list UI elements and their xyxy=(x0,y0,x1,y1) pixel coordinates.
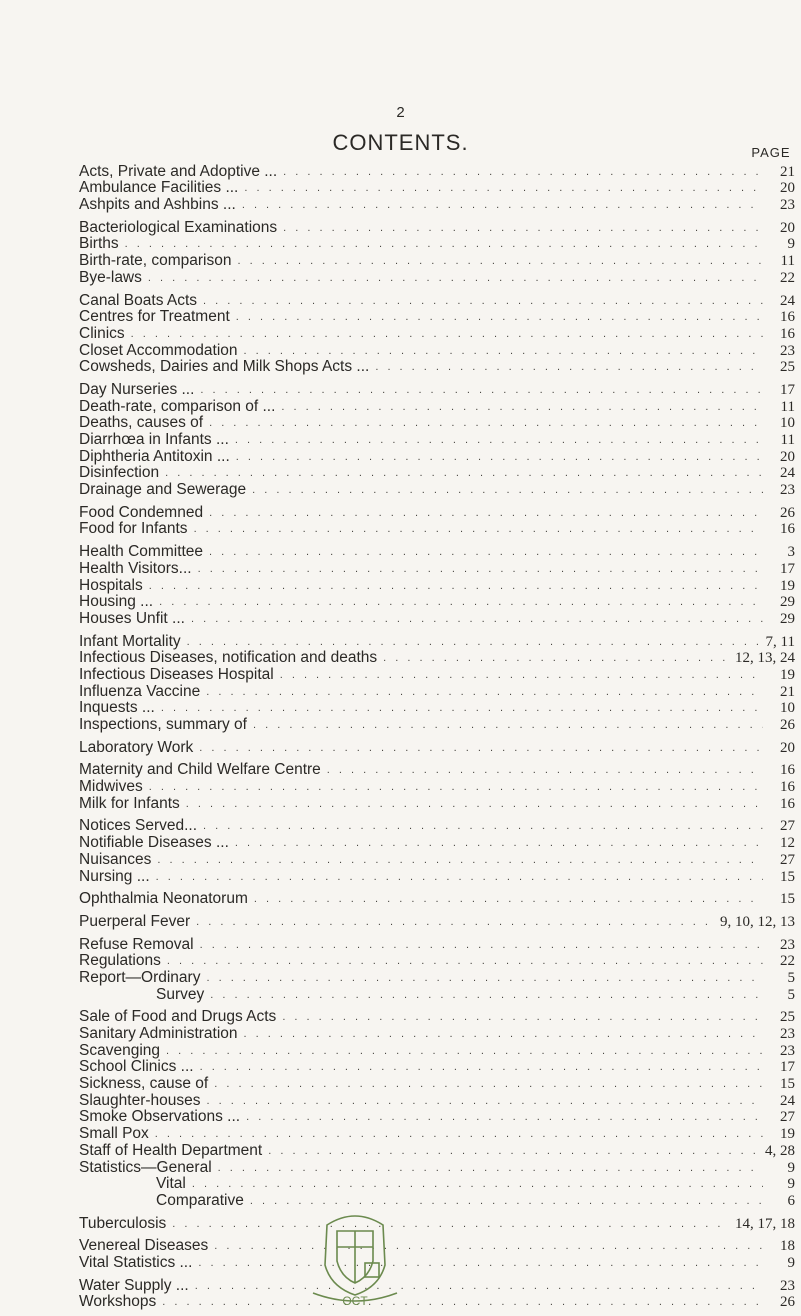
contents-entry xyxy=(79,415,795,432)
entry-pages: 12 xyxy=(780,835,795,852)
contents-group xyxy=(79,1009,795,1209)
contents-entry xyxy=(79,834,795,851)
entry-label: Health Visitors... xyxy=(79,559,192,577)
dot-leader xyxy=(253,717,763,733)
contents-entry xyxy=(79,739,795,756)
entry-label: Drainage and Sewerage xyxy=(79,481,247,499)
entry-label: Sickness, cause of xyxy=(79,1075,209,1093)
entry-pages: 17 xyxy=(780,381,795,398)
entry-pages: 23 xyxy=(780,482,795,499)
entry-label: Vital Statistics ... xyxy=(79,1253,193,1271)
contents-entry xyxy=(79,1042,795,1059)
contents-entry xyxy=(79,868,795,885)
entry-pages: 18 xyxy=(780,1238,795,1255)
entry-pages: 26 xyxy=(780,717,795,733)
contents-entry xyxy=(79,936,795,953)
entry-pages: 9 xyxy=(787,1254,795,1271)
contents-entry xyxy=(79,795,795,812)
entry-label: Slaughter-houses xyxy=(79,1091,201,1109)
contents-entry xyxy=(79,913,795,930)
contents-group xyxy=(79,1215,795,1232)
dot-leader xyxy=(209,415,763,431)
contents-entry xyxy=(79,381,795,398)
dot-leader xyxy=(218,1160,763,1176)
entry-label: Midwives xyxy=(79,778,143,796)
contents-entry xyxy=(79,236,795,253)
dot-leader xyxy=(244,180,763,196)
entry-label: Ashpits and Ashbins ... xyxy=(79,196,236,214)
contents-entry xyxy=(79,1009,795,1026)
page-column-header: PAGE xyxy=(751,145,791,160)
dot-leader xyxy=(244,1026,763,1042)
entry-pages: 5 xyxy=(787,969,795,986)
entry-pages: 23 xyxy=(780,1042,795,1059)
contents-entry xyxy=(79,448,795,465)
dot-leader xyxy=(242,197,763,213)
contents-entry xyxy=(79,1125,795,1142)
entry-label: Centres for Treatment xyxy=(79,308,230,326)
contents-entry xyxy=(79,1142,795,1159)
entry-pages: 23 xyxy=(780,1026,795,1042)
entry-label: Venereal Diseases xyxy=(79,1237,209,1255)
entry-pages: 10 xyxy=(780,700,795,717)
entry-pages: 16 xyxy=(780,762,795,779)
entry-label: Puerperal Fever xyxy=(79,912,191,930)
dot-leader xyxy=(236,309,763,325)
entry-pages: 19 xyxy=(780,1126,795,1143)
entry-label: Houses Unfit ... xyxy=(79,609,185,627)
contents-group xyxy=(79,219,795,286)
dot-leader xyxy=(200,1059,763,1075)
entry-label: Infectious Diseases, notification and deaths xyxy=(79,649,378,667)
entry-label: Diarrhœa in Infants ... xyxy=(79,431,229,448)
dot-leader xyxy=(191,611,763,627)
dot-leader xyxy=(149,578,763,594)
entry-pages: 11 xyxy=(780,253,795,270)
contents-group xyxy=(79,891,795,908)
dot-leader xyxy=(192,1176,763,1192)
dot-leader xyxy=(283,164,763,180)
contents-entry xyxy=(79,683,795,700)
entry-pages: 23 xyxy=(780,1277,795,1294)
contents-entry xyxy=(79,521,795,538)
contents-group xyxy=(79,381,795,498)
contents-entry xyxy=(79,504,795,521)
dot-leader xyxy=(203,293,763,309)
entry-pages: 9 xyxy=(787,236,795,253)
entry-pages: 24 xyxy=(780,465,795,482)
entry-pages: 16 xyxy=(780,795,795,812)
entry-label: Vital xyxy=(156,1175,186,1193)
entry-label: Ophthalmia Neonatorum xyxy=(79,890,248,908)
dot-leader xyxy=(148,270,763,286)
dot-leader xyxy=(125,236,763,252)
entry-label: Births xyxy=(79,235,119,253)
entry-pages: 20 xyxy=(780,219,795,236)
entry-pages: 15 xyxy=(780,1076,795,1093)
dot-leader xyxy=(209,505,763,521)
contents-entry xyxy=(79,778,795,795)
dot-leader xyxy=(244,343,763,359)
entry-label: Scavenging xyxy=(79,1041,161,1059)
entry-pages: 12, 13, 24 xyxy=(735,650,795,667)
entry-label: School Clinics ... xyxy=(79,1058,194,1076)
contents-entry xyxy=(79,594,795,611)
contents-entry xyxy=(79,219,795,236)
entry-pages: 16 xyxy=(780,521,795,538)
entry-pages: 23 xyxy=(780,936,795,953)
contents-entry xyxy=(79,1092,795,1109)
entry-label: Bacteriological Examinations xyxy=(79,218,278,236)
entry-pages: 29 xyxy=(780,610,795,627)
entry-pages: 21 xyxy=(780,163,795,180)
dot-leader xyxy=(186,796,763,812)
entry-pages: 19 xyxy=(780,666,795,683)
entry-label: Death-rate, comparison of ... xyxy=(79,397,276,415)
entry-label: Notices Served... xyxy=(79,817,198,835)
entry-pages: 29 xyxy=(780,594,795,611)
dot-leader xyxy=(167,953,763,969)
contents-entry xyxy=(79,610,795,627)
contents-group xyxy=(79,913,795,930)
contents-entry xyxy=(79,180,795,197)
entry-pages: 16 xyxy=(780,309,795,326)
entry-pages: 20 xyxy=(780,739,795,756)
dot-leader xyxy=(206,684,763,700)
entry-label: Day Nurseries ... xyxy=(79,380,195,398)
contents-group xyxy=(79,292,795,375)
dot-leader xyxy=(196,914,714,930)
entry-label: Water Supply ... xyxy=(79,1276,189,1294)
contents-entry xyxy=(79,1192,795,1209)
entry-pages: 20 xyxy=(780,448,795,465)
contents-entry xyxy=(79,969,795,986)
entry-pages: 15 xyxy=(780,868,795,885)
contents-entry xyxy=(79,431,795,448)
contents-entry xyxy=(79,666,795,683)
entry-pages: 24 xyxy=(780,1092,795,1109)
contents-entry xyxy=(79,650,795,667)
contents-entry xyxy=(79,762,795,779)
dot-leader xyxy=(282,1009,763,1025)
entry-pages: 16 xyxy=(780,325,795,342)
dot-leader xyxy=(157,852,763,868)
dot-leader xyxy=(214,1238,763,1254)
entry-pages: 9 xyxy=(787,1159,795,1176)
entry-label: Acts, Private and Adoptive ... xyxy=(79,162,278,180)
page-number: 2 xyxy=(396,104,405,121)
entry-label: Bye-laws xyxy=(79,268,142,286)
dot-leader xyxy=(200,382,763,398)
entry-label: Cowsheds, Dairies and Milk Shops Acts ... xyxy=(79,358,370,376)
entry-pages: 23 xyxy=(780,197,795,214)
dot-leader xyxy=(236,449,763,465)
contents-group xyxy=(79,504,795,537)
contents-group xyxy=(79,543,795,626)
entry-pages: 7, 11 xyxy=(765,633,795,650)
entry-pages: 11 xyxy=(780,398,795,415)
contents-entry xyxy=(79,196,795,213)
entry-pages: 19 xyxy=(780,577,795,594)
entry-label: Food Condemned xyxy=(79,503,204,521)
entry-label: Small Pox xyxy=(79,1125,149,1143)
dot-leader xyxy=(194,521,763,537)
contents-entry xyxy=(79,1075,795,1092)
dot-leader xyxy=(235,432,763,448)
entry-pages: 22 xyxy=(780,953,795,970)
entry-pages: 21 xyxy=(780,683,795,700)
library-stamp xyxy=(305,1205,405,1309)
contents-group xyxy=(79,762,795,812)
entry-label: Inspections, summary of xyxy=(79,716,247,733)
page-title: CONTENTS. xyxy=(332,130,469,155)
dot-leader xyxy=(195,1278,763,1294)
contents-entry xyxy=(79,481,795,498)
entry-label: Survey xyxy=(156,985,205,1003)
entry-pages: 10 xyxy=(780,415,795,432)
entry-label: Deaths, causes of xyxy=(79,414,204,432)
contents-entry xyxy=(79,325,795,342)
dot-leader xyxy=(283,220,763,236)
entry-label: Infectious Diseases Hospital xyxy=(79,665,274,683)
entry-label: Clinics xyxy=(79,324,125,342)
entry-label: Milk for Infants xyxy=(79,794,180,812)
entry-pages: 5 xyxy=(787,986,795,1003)
entry-label: Health Committee xyxy=(79,543,204,561)
dot-leader xyxy=(161,700,763,716)
entry-label: Maternity and Child Welfare Centre xyxy=(79,761,321,779)
contents-entry xyxy=(79,1254,795,1271)
contents-entry xyxy=(79,1238,795,1255)
dot-leader xyxy=(131,326,763,342)
dot-leader xyxy=(187,634,760,650)
stamp-label: OCT xyxy=(342,1294,368,1308)
entry-label: Statistics—General xyxy=(79,1158,212,1176)
entry-pages: 27 xyxy=(780,818,795,835)
contents-entry xyxy=(79,716,795,733)
contents-entry xyxy=(79,465,795,482)
dot-leader xyxy=(199,740,763,756)
contents-entry xyxy=(79,1294,795,1311)
contents-group xyxy=(79,1277,795,1310)
contents-entry xyxy=(79,1176,795,1193)
dot-leader xyxy=(246,1109,763,1125)
entry-label: Comparative xyxy=(156,1191,244,1209)
entry-label: Disinfection xyxy=(79,464,160,482)
entry-pages: 17 xyxy=(780,560,795,577)
entry-pages: 24 xyxy=(780,292,795,309)
entry-label: Inquests ... xyxy=(79,699,155,717)
entry-label: Nuisances xyxy=(79,850,152,868)
entry-pages: 9 xyxy=(787,1176,795,1193)
dot-leader xyxy=(280,667,763,683)
contents-group xyxy=(79,818,795,885)
contents-entry xyxy=(79,891,795,908)
entry-label: Ambulance Facilities ... xyxy=(79,179,239,197)
entry-pages: 27 xyxy=(780,1109,795,1126)
entry-label: Laboratory Work xyxy=(79,738,194,756)
contents-entry xyxy=(79,560,795,577)
dot-leader xyxy=(327,762,763,778)
contents-entry xyxy=(79,1059,795,1076)
entry-label: Tuberculosis xyxy=(79,1214,167,1232)
entry-label: Refuse Removal xyxy=(79,935,194,953)
entry-label: Hospitals xyxy=(79,576,143,594)
entry-label: Housing ... xyxy=(79,593,154,611)
entry-label: Food for Infants xyxy=(79,520,188,538)
contents-entry xyxy=(79,543,795,560)
entry-pages: 25 xyxy=(780,1009,795,1026)
entry-label: Nursing ... xyxy=(79,867,150,885)
contents-group xyxy=(79,633,795,733)
entry-label: Workshops xyxy=(79,1293,157,1311)
entry-pages: 26 xyxy=(780,1294,795,1311)
dot-leader xyxy=(172,1216,729,1232)
dot-leader xyxy=(159,594,763,610)
dot-leader xyxy=(235,835,763,851)
contents-list xyxy=(79,163,795,1316)
entry-label: Birth-rate, comparison xyxy=(79,252,232,270)
contents-entry xyxy=(79,577,795,594)
contents-group xyxy=(79,163,795,213)
entry-pages: 22 xyxy=(780,269,795,286)
contents-entry xyxy=(79,269,795,286)
dot-leader xyxy=(383,650,729,666)
contents-entry xyxy=(79,342,795,359)
contents-entry xyxy=(79,1277,795,1294)
entry-pages: 27 xyxy=(780,851,795,868)
dot-leader xyxy=(200,937,763,953)
contents-entry xyxy=(79,292,795,309)
entry-label: Sanitary Administration xyxy=(79,1025,238,1042)
contents-group xyxy=(79,739,795,756)
entry-pages: 14, 17, 18 xyxy=(735,1215,795,1232)
contents-entry xyxy=(79,851,795,868)
entry-label: Influenza Vaccine xyxy=(79,682,201,700)
entry-label: Notifiable Diseases ... xyxy=(79,834,229,852)
entry-pages: 4, 28 xyxy=(765,1142,795,1159)
dot-leader xyxy=(252,482,763,498)
contents-group xyxy=(79,936,795,1003)
entry-label: Sale of Food and Drugs Acts xyxy=(79,1008,277,1026)
entry-pages: 6 xyxy=(787,1192,795,1209)
dot-leader xyxy=(155,1126,763,1142)
contents-group xyxy=(79,1238,795,1271)
contents-entry xyxy=(79,986,795,1003)
contents-entry xyxy=(79,1025,795,1042)
dot-leader xyxy=(166,1043,763,1059)
contents-entry xyxy=(79,1109,795,1126)
dot-leader xyxy=(210,987,763,1003)
entry-pages: 23 xyxy=(780,342,795,359)
dot-leader xyxy=(162,1294,763,1310)
entry-label: Staff of Health Department xyxy=(79,1141,263,1159)
contents-entry xyxy=(79,700,795,717)
entry-label: Diphtheria Antitoxin ... xyxy=(79,447,230,465)
entry-label: Canal Boats Acts xyxy=(79,291,198,309)
entry-pages: 15 xyxy=(780,891,795,908)
dot-leader xyxy=(198,561,763,577)
dot-leader xyxy=(254,891,763,907)
contents-entry xyxy=(79,953,795,970)
contents-entry xyxy=(79,359,795,376)
dot-leader xyxy=(207,1093,764,1109)
dot-leader xyxy=(203,818,763,834)
entry-pages: 11 xyxy=(780,432,795,448)
dot-leader xyxy=(209,544,763,560)
contents-entry xyxy=(79,633,795,650)
contents-entry xyxy=(79,818,795,835)
dot-leader xyxy=(375,359,763,375)
contents-entry xyxy=(79,1215,795,1232)
dot-leader xyxy=(165,465,763,481)
dot-leader xyxy=(268,1143,759,1159)
contents-entry xyxy=(79,252,795,269)
entry-pages: 9, 10, 12, 13 xyxy=(720,913,795,930)
dot-leader xyxy=(237,253,763,269)
dot-leader xyxy=(156,869,763,885)
dot-leader xyxy=(214,1076,763,1092)
dot-leader xyxy=(149,779,763,795)
entry-pages: 20 xyxy=(780,180,795,197)
contents-entry xyxy=(79,309,795,326)
entry-pages: 17 xyxy=(780,1059,795,1076)
entry-pages: 25 xyxy=(780,359,795,376)
entry-pages: 3 xyxy=(787,544,795,561)
contents-entry xyxy=(79,1159,795,1176)
entry-label: Smoke Observations ... xyxy=(79,1108,241,1126)
entry-label: Report—Ordinary xyxy=(79,968,201,986)
entry-pages: 26 xyxy=(780,504,795,521)
dot-leader xyxy=(281,399,763,415)
entry-label: Regulations xyxy=(79,952,161,970)
contents-entry xyxy=(79,398,795,415)
entry-pages: 16 xyxy=(780,779,795,796)
contents-entry xyxy=(79,163,795,180)
entry-label: Infant Mortality xyxy=(79,632,181,650)
dot-leader xyxy=(198,1255,763,1271)
dot-leader xyxy=(206,970,763,986)
entry-label: Closet Accommodation xyxy=(79,341,238,359)
